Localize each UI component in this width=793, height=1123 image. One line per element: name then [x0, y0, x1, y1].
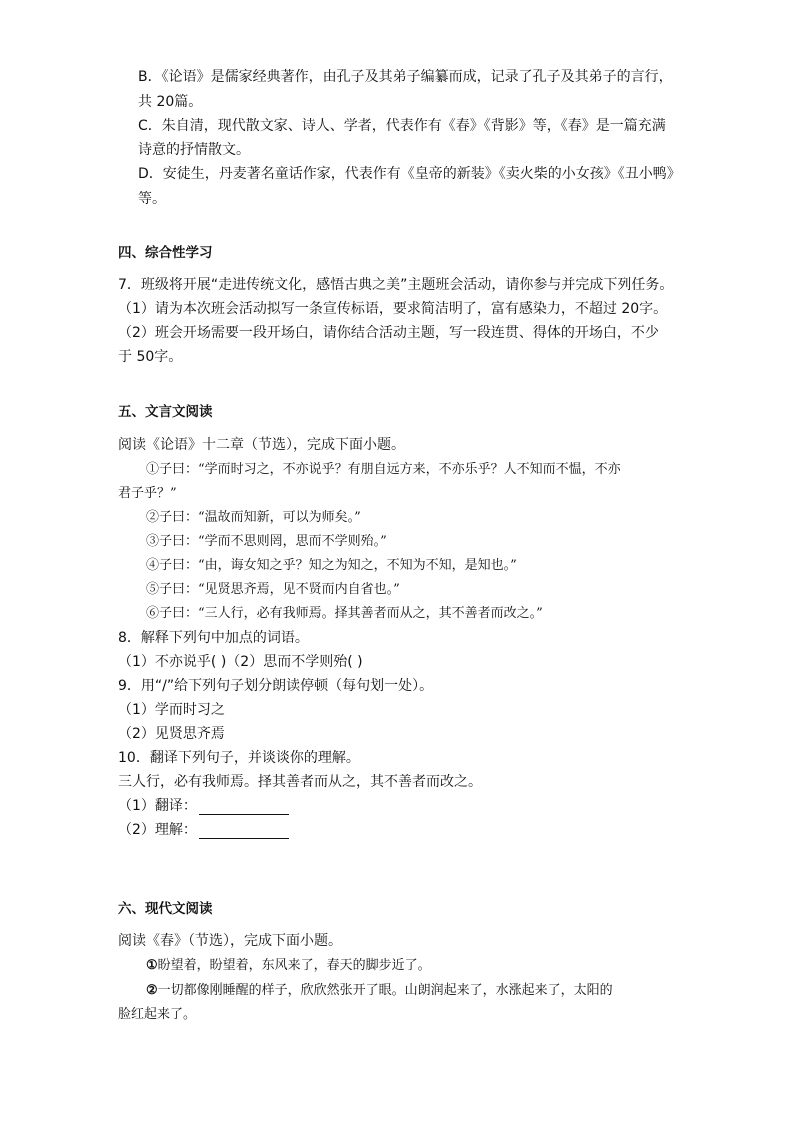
- section-5-heading: 五、文言文阅读: [118, 404, 213, 420]
- classical-passage-4: ④子曰：“由，诲女知之乎？知之为知之，不知为不知，是知也。”: [146, 558, 517, 573]
- question-9-1: （1）学而时习之: [118, 702, 225, 718]
- paragraph-1-number: ①: [146, 958, 158, 973]
- section-6-intro: 阅读《春》（节选），完成下面小题。: [118, 933, 342, 949]
- option-d-line1: D．安徒生，丹麦著名童话作家，代表作有《皇帝的新装》《卖火柴的小女孩》《丑小鸭》: [138, 166, 681, 182]
- question-10-sentence: 三人行，必有我师焉。择其善者而从之，其不善者而改之。: [118, 774, 482, 790]
- option-b-line1: B．《论语》是儒家经典著作，由孔子及其弟子编纂而成，记录了孔子及其弟子的言行，: [138, 69, 673, 85]
- question-8: 8．解释下列句中加点的词语。: [118, 630, 309, 646]
- question-10-2: [118, 821, 289, 839]
- option-c-line1: C．朱自清，现代散文家、诗人、学者，代表作有《春》《背影》等，《春》是一篇充满: [138, 118, 666, 134]
- modern-passage-2-line1: [146, 982, 613, 1000]
- understanding-answer-line[interactable]: [199, 824, 289, 839]
- paragraph-2-text: 一切都像刚睡醒的样子，欣欣然张开了眼。山朗润起来了，水涨起来了，太阳的: [157, 983, 613, 998]
- question-10-1: [118, 797, 289, 815]
- question-7-2-line1: （2）班会开场需要一段开场白，请你结合活动主题，写一段连贯、得体的开场白，不少: [118, 325, 659, 341]
- question-9: 9．用“/”给下列句子划分朗读停顿（每句划一处）。: [118, 678, 434, 694]
- classical-passage-5: ⑤子曰：“见贤思齐焉，见不贤而内自省也。”: [146, 582, 400, 597]
- paragraph-1-text: 盼望着，盼望着，东风来了，春天的脚步近了。: [157, 958, 431, 973]
- question-7-2-line2: 于 50字。: [118, 349, 183, 365]
- question-9-2: （2）见贤思齐焉: [118, 726, 225, 742]
- question-7: 7．班级将开展“走进传统文化，感悟古典之美”主题班会活动，请你参与并完成下列任务。: [118, 277, 674, 293]
- option-b-line2: 共 20篇。: [138, 94, 203, 110]
- modern-passage-2-line2: 脸红起来了。: [118, 1007, 197, 1022]
- modern-passage-1: [146, 957, 431, 975]
- option-c-line2: 诗意的抒情散文。: [138, 142, 250, 158]
- classical-passage-1-line2: 君子乎？”: [118, 486, 177, 501]
- section-5-intro: 阅读《论语》十二章（节选），完成下面小题。: [118, 437, 405, 453]
- option-d-line2: 等。: [138, 191, 166, 207]
- question-8-items: （1）不亦说乎( )（2）思而不学则殆( ): [118, 654, 363, 670]
- classical-passage-2: ②子曰：“温故而知新，可以为师矣。”: [146, 510, 361, 525]
- translation-label: （1）翻译：: [118, 798, 197, 814]
- section-6-heading: 六、现代文阅读: [118, 901, 213, 917]
- question-10: 10．翻译下列句子，并谈谈你的理解。: [118, 750, 360, 766]
- understanding-label: （2）理解：: [118, 822, 197, 838]
- paragraph-2-number: ②: [146, 983, 158, 998]
- classical-passage-6: ⑥子曰：“三人行，必有我师焉。择其善者而从之，其不善者而改之。”: [146, 606, 543, 621]
- classical-passage-1-line1: ①子曰：“学而时习之，不亦说乎？有朋自远方来，不亦乐乎？人不知而不愠，不亦: [146, 462, 621, 477]
- section-4-heading: 四、综合性学习: [118, 245, 213, 261]
- translation-answer-line[interactable]: [199, 800, 289, 815]
- question-7-1: （1）请为本次班会活动拟写一条宣传标语，要求简洁明了，富有感染力，不超过 20字。: [118, 301, 668, 317]
- classical-passage-3: ③子曰：“学而不思则罔，思而不学则殆。”: [146, 534, 387, 549]
